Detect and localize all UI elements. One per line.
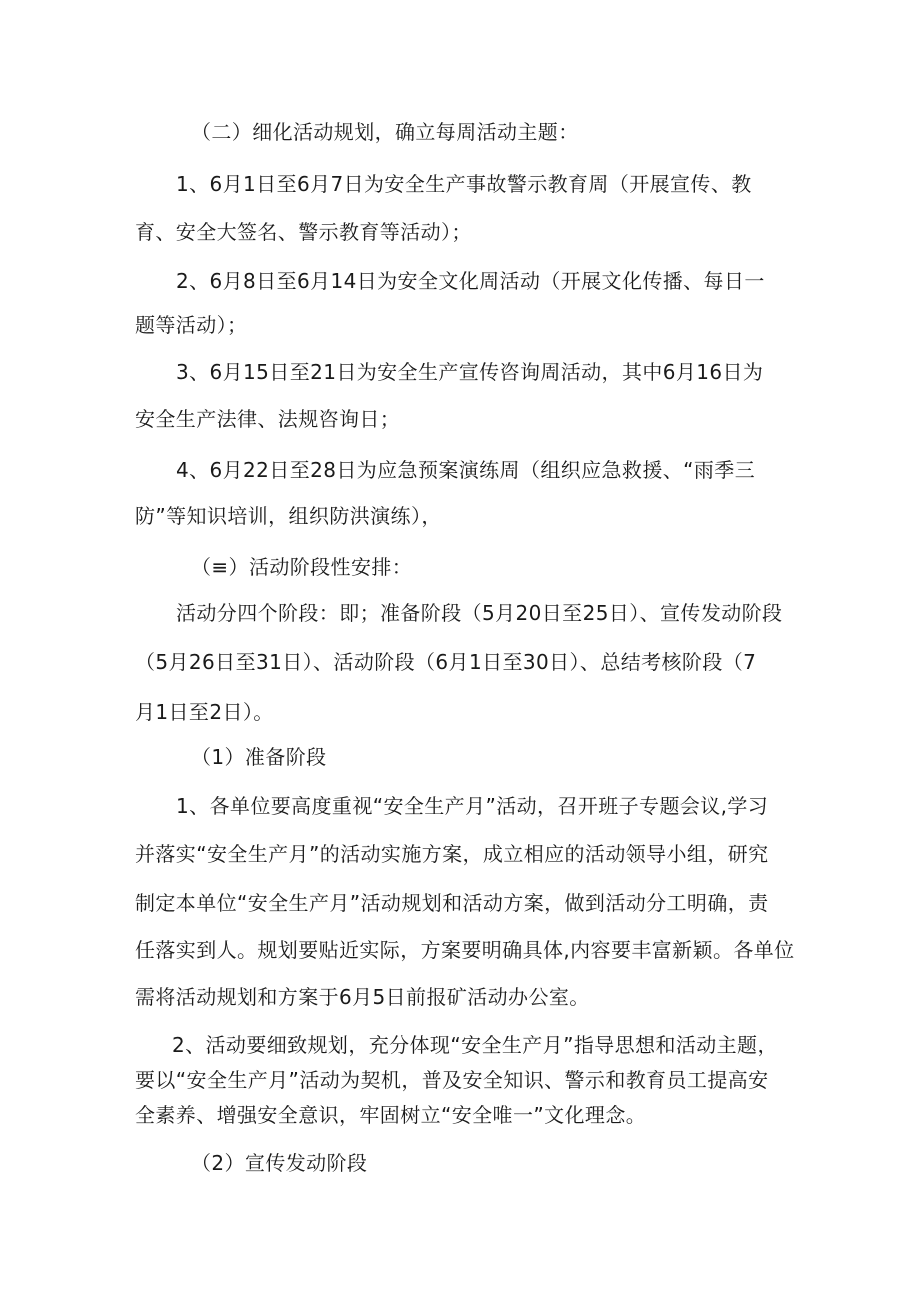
stage-one-item2-line3: 全素养、增强安全意识，牢固树立“安全唯一”文化理念。 (135, 1103, 647, 1127)
section-two-item2-line1: 2、6月8日至6月14日为安全文化周活动（开展文化传播、每日一 (176, 269, 765, 293)
section-two-item2-line2: 题等活动）； (135, 313, 248, 337)
section-two-item1-line1: 1、6月1日至6月7日为安全生产事故警示教育周（开展宣传、教 (176, 172, 752, 196)
stage-one-item1-line4: 任落实到人。规划要贴近实际，方案要明确具体,内容要丰富新颖。各单位 (135, 938, 795, 962)
stage-one-heading: （1）准备阶段 (191, 745, 327, 769)
stage-two-heading: （2）宣传发动阶段 (191, 1151, 368, 1175)
stage-one-item1-line1: 1、各单位要高度重视“安全生产月”活动，召开班子专题会议,学习 (176, 794, 769, 818)
stage-one-item1-line2: 并落实“安全生产月”的活动实施方案，成立相应的活动领导小组，研究 (135, 842, 769, 866)
stage-one-item2-line1: 2、活动要细致规划，充分体现“安全生产月”指导思想和活动主题， (172, 1033, 778, 1057)
section-three-intro-line1: 活动分四个阶段：即；准备阶段（5月20日至25日）、宣传发动阶段 (176, 601, 783, 625)
section-two-item4-line2: 防”等知识培训，组织防洪演练）， (135, 504, 442, 528)
section-two-item3-line1: 3、6月15日至21日为安全生产宣传咨询周活动，其中6月16日为 (176, 360, 764, 384)
section-two-heading: （二）细化活动规划，确立每周活动主题： (191, 120, 579, 144)
section-three-heading: （≡）活动阶段性安排： (191, 555, 413, 579)
section-three-intro-line3: 月1日至2日）。 (135, 700, 274, 724)
section-two-item4-line1: 4、6月22日至28日为应急预案演练周（组织应急救援、“雨季三 (176, 458, 756, 482)
section-two-item3-line2: 安全生产法律、法规咨询日； (135, 407, 401, 431)
stage-one-item1-line5: 需将活动规划和方案于6月5日前报矿活动办公室。 (135, 985, 590, 1009)
section-two-item1-line2: 育、安全大签名、警示教育等活动）； (135, 220, 472, 244)
stage-one-item2-line2: 要以“安全生产月”活动为契机，普及安全知识、警示和教育员工提高安 (135, 1068, 769, 1092)
stage-one-item1-line3: 制定本单位“安全生产月”活动规划和活动方案，做到活动分工明确，责 (135, 891, 769, 915)
section-three-intro-line2: （5月26日至31日）、活动阶段（6月1日至30日）、总结考核阶段（7 (135, 650, 757, 674)
